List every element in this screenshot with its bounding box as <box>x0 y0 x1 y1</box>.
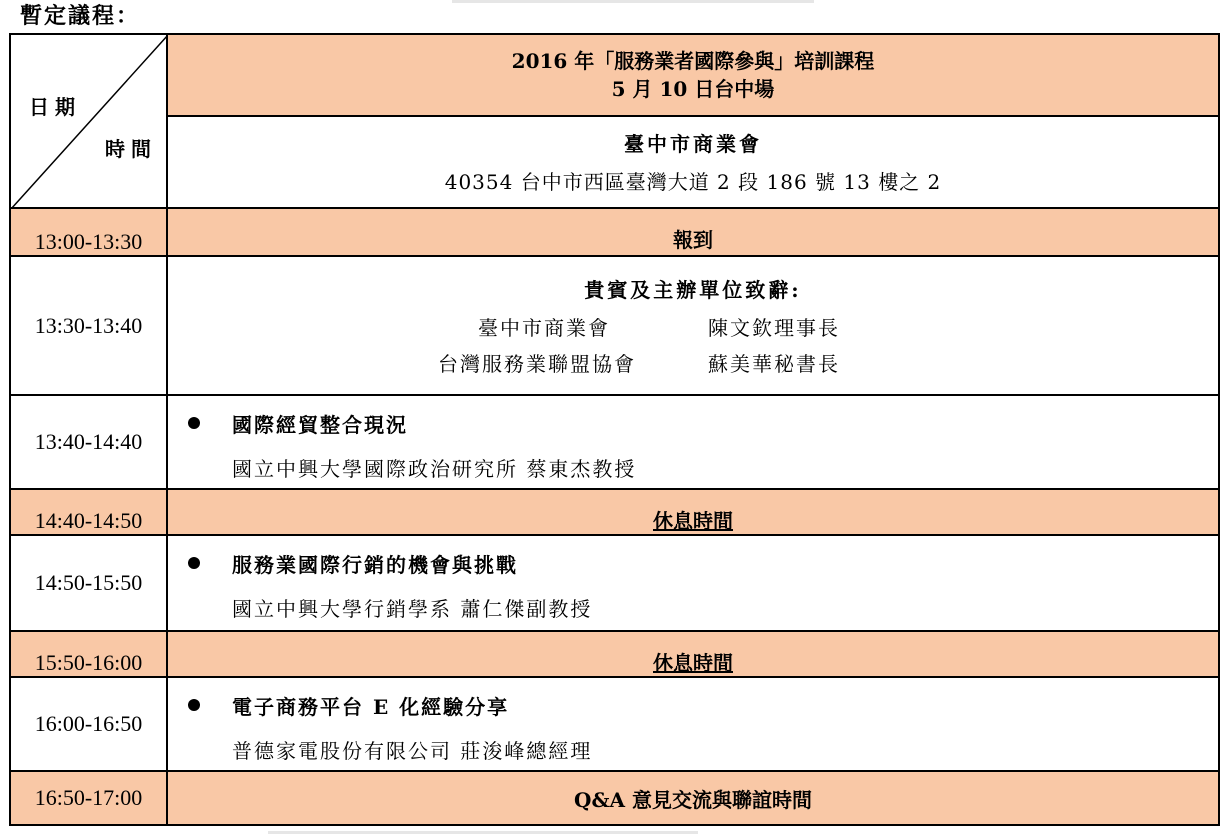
welcome-cell <box>167 256 1219 395</box>
session-time: 15:50-16:00 <box>10 631 167 677</box>
venue-cell <box>167 116 1219 208</box>
venue-address: 40354 台中市西區臺灣大道 2 段 186 號 13 樓之 2 <box>444 170 942 194</box>
session-label: 休息時間 <box>167 631 1219 677</box>
session-time: 13:30-13:40 <box>10 256 167 395</box>
event-title: 2016 年「服務業者國際參與」培訓課程 <box>511 49 875 73</box>
session-time: 14:40-14:50 <box>10 489 167 535</box>
talk-speaker: 普德家電股份有限公司 莊浚峰總經理 <box>232 739 593 763</box>
session-row <box>10 535 1219 631</box>
agenda-table <box>9 33 1220 826</box>
session-row <box>10 256 1219 395</box>
session-time: 14:50-15:50 <box>10 535 167 631</box>
session-time: 16:00-16:50 <box>10 677 167 771</box>
talk-cell <box>167 395 1219 489</box>
page-heading: 暫定議程： <box>20 3 141 29</box>
scroll-shadow-bottom <box>268 831 698 834</box>
talk-speaker: 國立中興大學國際政治研究所 蔡東杰教授 <box>232 457 637 481</box>
session-label: 報到 <box>167 208 1219 256</box>
session-row <box>10 395 1219 489</box>
venue-name: 臺中市商業會 <box>624 132 762 156</box>
diagonal-divider <box>11 35 168 209</box>
session-time: 13:40-14:40 <box>10 395 167 489</box>
time-column-label: 時間 <box>105 137 157 161</box>
header-corner-cell <box>10 34 167 208</box>
host-org: 台灣服務業聯盟協會 <box>438 351 636 376</box>
host-org: 臺中市商業會 <box>478 315 610 340</box>
session-row <box>10 677 1219 771</box>
session-row <box>10 771 1219 825</box>
host-person: 蘇美華秘書長 <box>708 351 840 376</box>
event-date: 5 月 10 日台中場 <box>611 77 775 101</box>
talk-title: 國際經貿整合現況 <box>232 413 408 437</box>
session-time: 13:00-13:30 <box>10 208 167 256</box>
bullet-icon <box>188 417 200 429</box>
host-row <box>168 310 1218 346</box>
bullet-icon <box>188 699 200 711</box>
session-row <box>10 631 1219 677</box>
host-person: 陳文欽理事長 <box>708 315 840 340</box>
scroll-shadow-top <box>452 0 814 3</box>
talk-title: 電子商務平台 E 化經驗分享 <box>232 695 510 719</box>
event-title-cell <box>167 34 1219 116</box>
talk-title: 服務業國際行銷的機會與挑戰 <box>232 553 518 577</box>
session-row <box>10 208 1219 256</box>
talk-speaker: 國立中興大學行銷學系 蕭仁傑副教授 <box>232 597 593 621</box>
session-label: Q&A 意見交流與聯誼時間 <box>167 771 1219 825</box>
host-row <box>168 346 1218 382</box>
session-row <box>10 489 1219 535</box>
session-time: 16:50-17:00 <box>10 771 167 825</box>
date-column-label: 日期 <box>29 95 81 119</box>
welcome-title: 貴賓及主辦單位致辭: <box>584 277 802 302</box>
talk-cell <box>167 677 1219 771</box>
talk-cell <box>167 535 1219 631</box>
bullet-icon <box>188 557 200 569</box>
session-label: 休息時間 <box>167 489 1219 535</box>
